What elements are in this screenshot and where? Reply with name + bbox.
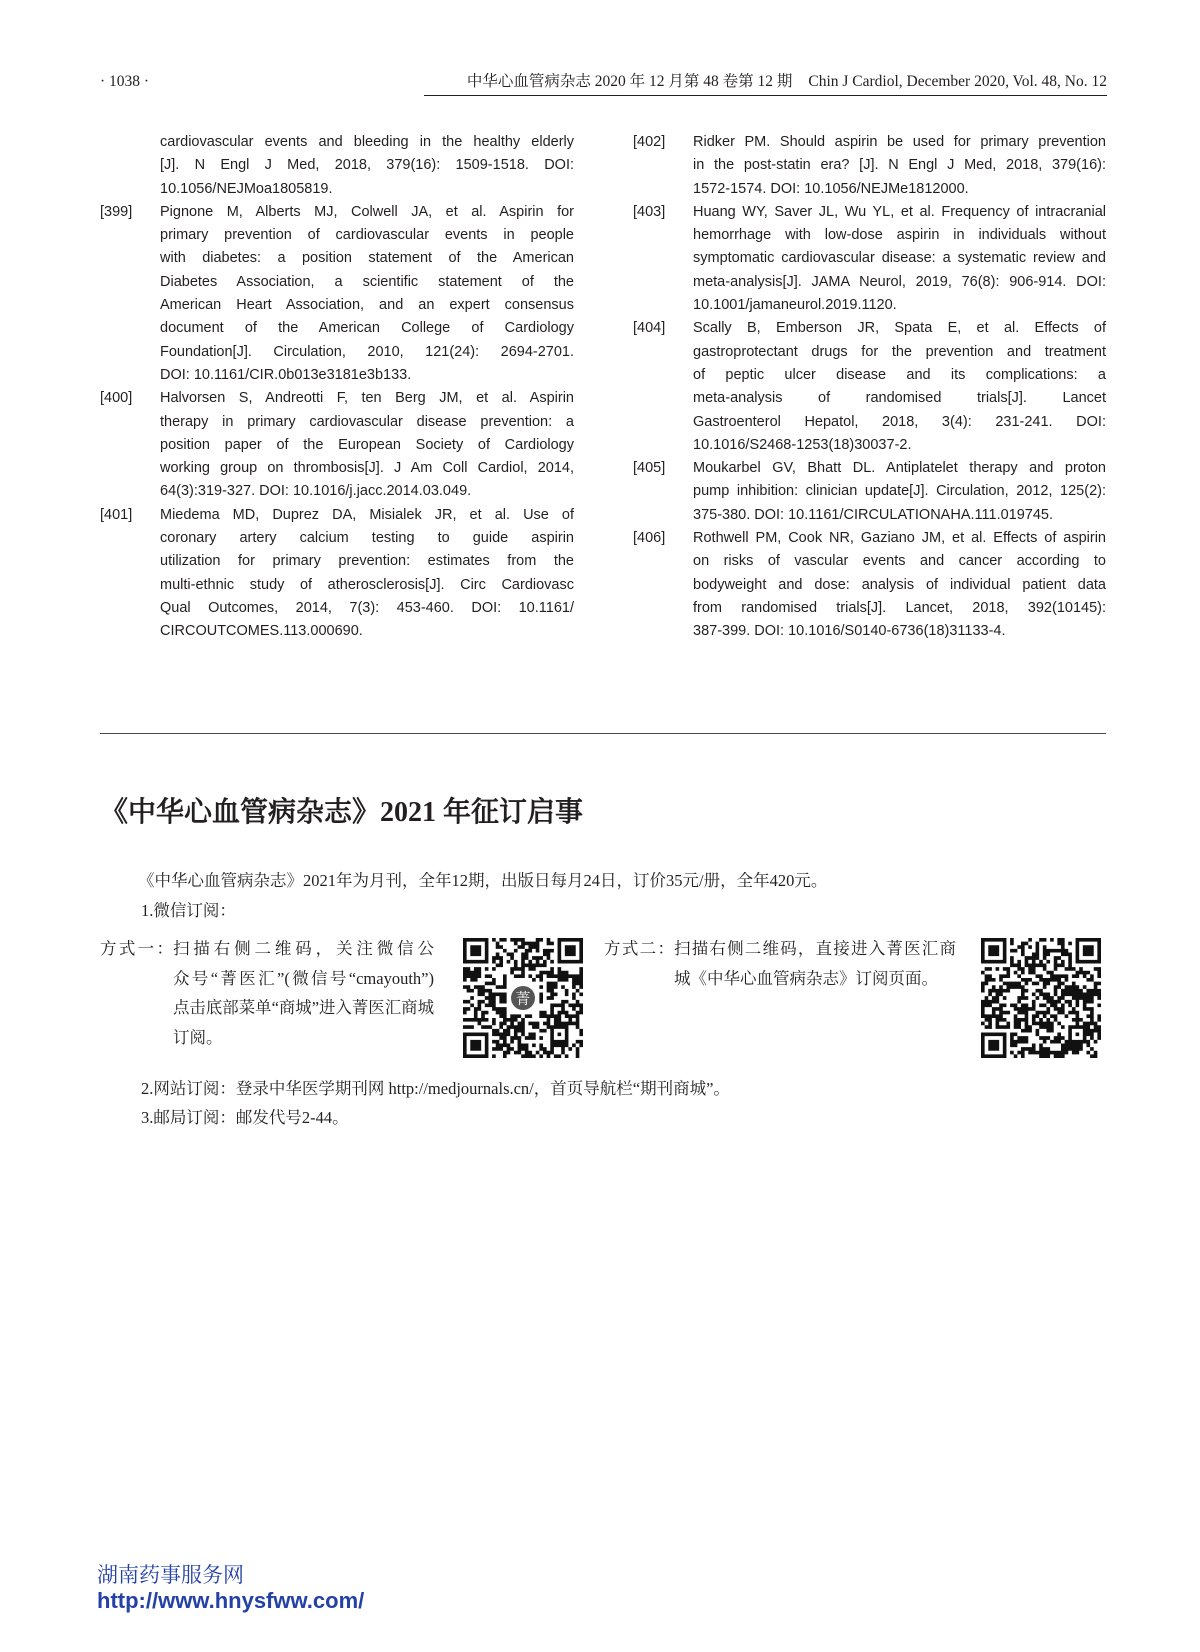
reference-number: [399]	[100, 203, 133, 220]
reference-text	[160, 504, 574, 644]
reference-line-text: 64(3):319-327. DOI: 10.1016/j.jacc.2014.03.049.	[160, 483, 472, 500]
reference-text	[693, 131, 1106, 201]
reference-line	[693, 550, 1106, 573]
reference-number: [403]	[633, 203, 666, 220]
reference-line	[160, 294, 574, 317]
reference-text	[693, 527, 1106, 643]
reference-line-text: on risks of vascular events and cancer according to	[693, 553, 1106, 570]
method-1-text	[173, 934, 434, 1052]
reference-number: [405]	[633, 460, 666, 477]
reference-line-text: coronary artery calcium testing to guide aspirin	[160, 530, 574, 547]
reference-entry	[100, 201, 574, 387]
page-number: · 1038 ·	[100, 73, 150, 90]
reference-line-text: American Heart Association, and an expert consensus	[160, 297, 574, 314]
reference-line-text: Huang WY, Saver JL, Wu YL, et al. Frequency of intracranial	[693, 203, 1106, 220]
reference-line	[693, 317, 1106, 340]
method-line	[674, 934, 956, 964]
reference-line-text: 10.1001/jamaneurol.2019.1120.	[693, 297, 897, 314]
running-header	[467, 72, 1107, 92]
reference-line	[160, 620, 574, 643]
reference-line-text: Foundation[J]. Circulation, 2010, 121(24): 2694-2701.	[160, 343, 574, 360]
reference-line-text: utilization for primary prevention: estimates from the	[160, 553, 574, 570]
method-line-text: 城《中华心血管病杂志》订阅页面。	[674, 968, 938, 988]
reference-line-text: pump inhibition: clinician update[J]. Circulation, 2012, 125(2):	[693, 483, 1106, 500]
qr-logo-text: 菁	[515, 989, 531, 1008]
footer-site-url-link[interactable]: http://www.hnysfww.com/	[97, 1588, 365, 1613]
reference-line	[160, 247, 574, 270]
reference-line-text: primary prevention of cardiovascular events in people	[160, 227, 574, 244]
reference-line	[160, 480, 574, 503]
reference-line	[693, 527, 1106, 550]
reference-line	[160, 597, 574, 620]
reference-line	[693, 247, 1106, 270]
reference-line-text: symptomatic cardiovascular disease: a systematic review and	[693, 250, 1106, 267]
wechat-subscription-heading: 1.微信订阅：	[141, 901, 236, 920]
reference-text	[160, 387, 574, 503]
reference-line	[693, 341, 1106, 364]
reference-line-text: Halvorsen S, Andreotti F, ten Berg JM, et al. Aspirin	[160, 390, 574, 407]
reference-line	[693, 224, 1106, 247]
reference-line-text: Pignone M, Alberts MJ, Colwell JA, et al. Aspirin for	[160, 203, 574, 220]
reference-number: [400]	[100, 390, 133, 407]
reference-text	[693, 317, 1106, 457]
reference-line	[693, 201, 1106, 224]
reference-line-text: Diabetes Association, a scientific statement of the	[160, 273, 574, 290]
reference-number: [401]	[100, 506, 133, 523]
reference-entry	[633, 457, 1106, 527]
reference-line-text: 375-380. DOI: 10.1161/CIRCULATIONAHA.111.019745.	[693, 506, 1054, 523]
reference-line-text: position paper of the European Society of Cardiology	[160, 436, 574, 453]
reference-line	[693, 434, 1106, 457]
reference-line-text: from randomised trials[J]. Lancet, 2018, 392(10145):	[693, 599, 1106, 616]
reference-line-text: therapy in primary cardiovascular disease prevention: a	[160, 413, 574, 430]
journal-mall-qr-code	[981, 938, 1101, 1058]
reference-line	[160, 574, 574, 597]
reference-line-text: gastroprotectant drugs for the prevention and treatment	[693, 343, 1106, 360]
reference-line	[160, 434, 574, 457]
reference-line	[160, 411, 574, 434]
reference-line	[160, 271, 574, 294]
reference-line	[693, 178, 1106, 201]
reference-line	[160, 317, 574, 340]
reference-line	[693, 620, 1106, 643]
reference-number: [402]	[633, 134, 666, 150]
journal-issue-en: Chin J Cardiol, December 2020, Vol. 48, No. 12	[808, 73, 1107, 90]
method-2-label: 方式二：	[604, 939, 674, 958]
reference-line	[693, 411, 1106, 434]
reference-line	[693, 294, 1106, 317]
reference-line-text: CIRCOUTCOMES.113.000690.	[160, 623, 363, 640]
reference-line	[693, 574, 1106, 597]
reference-text	[693, 201, 1106, 317]
wechat-official-account-qr-code	[463, 938, 583, 1058]
reference-line	[160, 201, 574, 224]
reference-line	[160, 224, 574, 247]
method-line-text: 点击底部菜单“商城”进入菁医汇商城	[173, 998, 435, 1018]
reference-line-text: 1572-1574. DOI: 10.1056/NEJMe1812000.	[693, 180, 969, 197]
reference-line-text: Miedema MD, Duprez DA, Misialek JR, et al. Use of	[160, 506, 574, 523]
reference-line	[693, 457, 1106, 480]
reference-entry	[100, 504, 574, 644]
website-subscription: 2.网站订阅：登录中华医学期刊网 http://medjournals.cn/，首页导航栏“期刊商城”。	[141, 1079, 730, 1098]
method-line-text: 众号“菁医汇”(微信号“cmayouth”)	[173, 968, 434, 988]
notice-intro: 《中华心血管病杂志》2021年为月刊，全年12期，出版日每月24日，订价35元/册，全年420元。	[138, 871, 828, 890]
reference-line	[160, 341, 574, 364]
reference-line	[160, 527, 574, 550]
reference-line	[160, 387, 574, 410]
journal-issue-cn: 中华心血管病杂志 2020 年 12 月第 48 卷第 12 期	[466, 73, 793, 90]
reference-entry	[633, 527, 1106, 643]
method-line-text: 扫描右侧二维码，关注微信公	[173, 939, 434, 958]
method-line	[173, 934, 434, 964]
reference-line-text: [J]. N Engl J Med, 2018, 379(16): 1509-1518. DOI:	[160, 157, 574, 174]
reference-entry	[100, 387, 574, 503]
reference-line-text: meta-analysis[J]. JAMA Neurol, 2019, 76(8): 906-914. DOI:	[693, 273, 1106, 290]
reference-line-text: 387-399. DOI: 10.1016/S0140-6736(18)31133-4.	[693, 623, 1006, 640]
reference-entry	[100, 131, 574, 201]
reference-line-text: 10.1056/NEJMoa1805819.	[160, 180, 333, 197]
reference-number: [406]	[633, 530, 666, 547]
post-office-subscription: 3.邮局订阅：邮发代号2-44。	[141, 1108, 349, 1127]
header-rule	[424, 95, 1107, 96]
subscription-method-1	[100, 934, 434, 1052]
qr-logo-badge	[509, 984, 537, 1012]
reference-line	[160, 457, 574, 480]
reference-entry	[633, 317, 1106, 457]
reference-line-text: Qual Outcomes, 2014, 7(3): 453-460. DOI: 10.1161/	[160, 599, 574, 616]
method-line	[173, 1023, 434, 1053]
reference-entry	[633, 201, 1106, 317]
method-line	[173, 964, 434, 994]
section-divider	[100, 733, 1106, 734]
reference-line-text: document of the American College of Cardiology	[160, 320, 574, 337]
reference-line-text: cardiovascular events and bleeding in the healthy elderly	[160, 134, 574, 150]
reference-line	[160, 550, 574, 573]
method-line-text: 订阅。	[173, 1027, 223, 1047]
method-line	[173, 993, 434, 1023]
reference-number: [404]	[633, 320, 666, 337]
reference-line-text: Scally B, Emberson JR, Spata E, et al. Effects of	[693, 320, 1106, 337]
reference-line	[693, 271, 1106, 294]
reference-line	[693, 131, 1106, 154]
reference-line-text: multi-ethnic study of atherosclerosis[J]. Circ Cardiovasc	[160, 576, 574, 593]
reference-line	[160, 131, 574, 154]
reference-line	[693, 154, 1106, 177]
reference-line-text: Gastroenterol Hepatol, 2018, 3(4): 231-241. DOI:	[693, 413, 1106, 430]
reference-line-text: in the post-statin era? [J]. N Engl J Med, 2018, 379(16):	[693, 157, 1106, 174]
reference-line-text: of peptic ulcer disease and its complications: a	[693, 366, 1106, 383]
footer-site-name: 湖南药事服务网	[97, 1563, 244, 1587]
reference-line	[693, 387, 1106, 410]
reference-text	[160, 201, 574, 387]
reference-line	[160, 364, 574, 387]
reference-line-text: DOI: 10.1161/CIR.0b013e3181e3b133.	[160, 366, 412, 383]
reference-line	[160, 154, 574, 177]
reference-line	[160, 504, 574, 527]
method-1-label: 方式一：	[100, 939, 173, 958]
subscription-method-2	[604, 934, 956, 993]
reference-line-text: hemorrhage with low-dose aspirin in individuals without	[693, 227, 1106, 244]
reference-line-text: bodyweight and dose: analysis of individual patient data	[693, 576, 1106, 593]
reference-line-text: working group on thrombosis[J]. J Am Coll Cardiol, 2014,	[160, 460, 574, 477]
reference-line-text: meta-analysis of randomised trials[J]. Lancet	[693, 390, 1106, 407]
reference-text	[160, 131, 574, 201]
reference-line-text: with diabetes: a position statement of the American	[160, 250, 574, 267]
reference-line	[160, 178, 574, 201]
reference-line	[693, 597, 1106, 620]
references-right-column	[633, 131, 1106, 644]
method-line	[674, 964, 956, 994]
reference-line-text: 10.1016/S2468-1253(18)30037-2.	[693, 436, 912, 453]
reference-entry	[633, 131, 1106, 201]
reference-line-text: Rothwell PM, Cook NR, Gaziano JM, et al. Effects of aspirin	[693, 530, 1106, 547]
reference-line	[693, 364, 1106, 387]
reference-line	[693, 504, 1106, 527]
method-2-text	[674, 934, 956, 993]
references-left-column	[100, 131, 574, 644]
reference-line-text: Moukarbel GV, Bhatt DL. Antiplatelet therapy and proton	[693, 460, 1106, 477]
notice-title: 《中华心血管病杂志》2021 年征订启事	[100, 797, 584, 828]
reference-text	[693, 457, 1106, 527]
reference-line	[693, 480, 1106, 503]
method-line-text: 扫描右侧二维码，直接进入菁医汇商	[674, 939, 956, 958]
reference-line-text: Ridker PM. Should aspirin be used for primary prevention	[693, 134, 1106, 150]
